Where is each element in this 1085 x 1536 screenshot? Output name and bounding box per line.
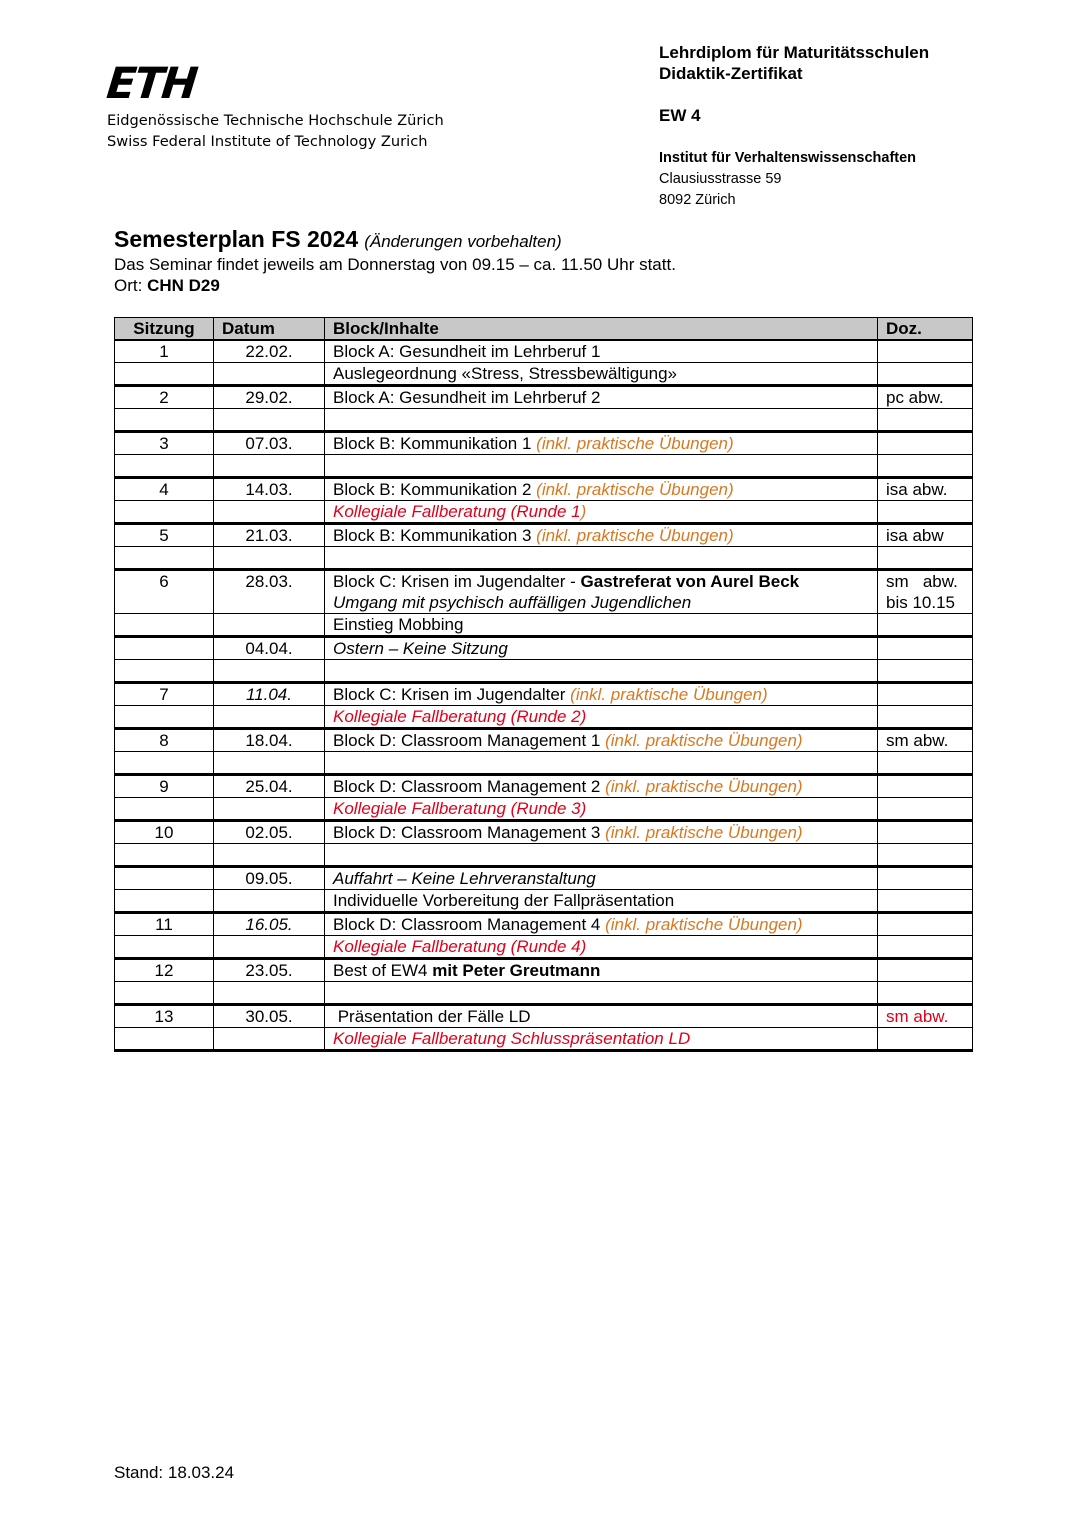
table-row [115, 867, 973, 890]
table-row [115, 524, 973, 547]
exercise-note: (inkl. praktische Übungen) [605, 731, 803, 750]
institute-name: Institut für Verhaltenswissenschaften [659, 150, 917, 166]
header-doz: Doz. [878, 318, 973, 341]
exercise-note: (inkl. praktische Übungen) [570, 685, 768, 704]
cell-block: Einstieg Mobbing [325, 614, 878, 637]
table-row [115, 386, 973, 409]
table-row [115, 455, 973, 478]
table-row [115, 501, 973, 524]
table-row [115, 959, 973, 982]
exercise-note: (inkl. praktische Übungen) [536, 434, 734, 453]
cell-block: Block D: Classroom Management 4 (inkl. praktische Übungen) [325, 913, 878, 936]
cell-block: Block C: Krisen im Jugendalter - Gastreferat von Aurel Beck Umgang mit psychisch auffälligen Jugendlichen [325, 570, 878, 614]
cell-sitzung: 7 [115, 683, 214, 706]
cell-sitzung: 11 [115, 913, 214, 936]
table-row [115, 798, 973, 821]
fallberatung-note: Kollegiale Fallberatung (Runde 3) [325, 798, 878, 821]
table-row [115, 637, 973, 660]
cell-block: Block D: Classroom Management 1 (inkl. praktische Übungen) [325, 729, 878, 752]
cell-doz [878, 340, 973, 363]
cell-datum: 25.04. [214, 775, 325, 798]
table-row [115, 1005, 973, 1028]
table-row [115, 729, 973, 752]
cell-datum: 21.03. [214, 524, 325, 547]
program-title: Lehrdiplom für Maturitätsschulen [659, 43, 930, 62]
cell-sitzung: 12 [115, 959, 214, 982]
fallberatung-note: Kollegiale Fallberatung (Runde 4) [325, 936, 878, 959]
cell-sitzung: 4 [115, 478, 214, 501]
table-row [115, 982, 973, 1005]
table-row [115, 913, 973, 936]
course-code: EW 4 [659, 106, 701, 125]
table-row [115, 432, 973, 455]
table-row [115, 936, 973, 959]
eth-logo [104, 59, 444, 152]
cell-datum: 04.04. [214, 637, 325, 660]
cell-datum: 07.03. [214, 432, 325, 455]
cell-sitzung: 10 [115, 821, 214, 844]
table-header-row [115, 318, 973, 341]
cell-sitzung: 5 [115, 524, 214, 547]
cell-block: Block A: Gesundheit im Lehrberuf 1 [325, 340, 878, 363]
guest-speaker: Gastreferat von Aurel Beck [580, 572, 800, 591]
cell-datum: 16.05. [214, 913, 325, 936]
table-row [115, 821, 973, 844]
cell-datum: 11.04. [214, 683, 325, 706]
cell-datum: 14.03. [214, 478, 325, 501]
guest-name: mit Peter Greutmann [432, 961, 601, 980]
plan-title: Semesterplan FS 2024 [114, 226, 359, 252]
intro-block [114, 226, 676, 296]
eth-wordmark: ETH [104, 59, 199, 109]
status-date: Stand: 18.03.24 [114, 1463, 235, 1482]
table-row [115, 706, 973, 729]
header-block: Block/Inhalte [325, 318, 878, 341]
location-value: CHN D29 [147, 276, 220, 295]
cell-block: Individuelle Vorbereitung der Fallpräsentation [325, 890, 878, 913]
table-row [115, 683, 973, 706]
cell-datum: 09.05. [214, 867, 325, 890]
exercise-note: (inkl. praktische Übungen) [605, 777, 803, 796]
cell-doz: isa abw [878, 524, 973, 547]
cell-sitzung: 3 [115, 432, 214, 455]
table-row [115, 890, 973, 913]
cell-block: Block D: Classroom Management 2 (inkl. praktische Übungen) [325, 775, 878, 798]
location-label: Ort: [114, 276, 148, 295]
seminar-time-text: Das Seminar findet jeweils am Donnerstag von 09.15 – ca. 11.50 Uhr statt. [114, 255, 676, 274]
table-row [115, 340, 973, 363]
fallberatung-note: Kollegiale Fallberatung (Runde 2) [325, 706, 878, 729]
department-block [659, 42, 929, 211]
fallberatung-note: Kollegiale Fallberatung Schlusspräsentation LD [325, 1028, 878, 1051]
cell-block: Block B: Kommunikation 2 (inkl. praktische Übungen) [325, 478, 878, 501]
table-row [115, 775, 973, 798]
logo-line-german: Eidgenössische Technische Hochschule Zürich [107, 112, 444, 129]
certificate-title: Didaktik-Zertifikat [659, 64, 803, 83]
cell-block: Kollegiale Fallberatung (Runde 1) [325, 501, 878, 524]
table-row [115, 660, 973, 683]
cell-block: Auslegeordnung «Stress, Stressbewältigung» [325, 363, 878, 386]
cell-datum: 02.05. [214, 821, 325, 844]
cell-doz: isa abw. [878, 478, 973, 501]
fallberatung-note: Kollegiale Fallberatung (Runde 1 [333, 502, 581, 521]
cell-block: Block A: Gesundheit im Lehrberuf 2 [325, 386, 878, 409]
table-row [115, 1028, 973, 1051]
cell-doz: sm abw. bis 10.15 [878, 570, 973, 614]
plan-title-note: (Änderungen vorbehalten) [364, 232, 562, 251]
cell-sitzung: 2 [115, 386, 214, 409]
cell-sitzung: 9 [115, 775, 214, 798]
table-row [115, 409, 973, 432]
cell-datum: 18.04. [214, 729, 325, 752]
cell-datum: 29.02. [214, 386, 325, 409]
table-row [115, 614, 973, 637]
institute-city: 8092 Zürich [659, 192, 736, 208]
table-row [115, 570, 973, 614]
cell-datum: 23.05. [214, 959, 325, 982]
cell-block: Block D: Classroom Management 3 (inkl. praktische Übungen) [325, 821, 878, 844]
cell-block: Präsentation der Fälle LD [325, 1005, 878, 1028]
cell-datum: 30.05. [214, 1005, 325, 1028]
exercise-note: (inkl. praktische Übungen) [536, 480, 734, 499]
header-datum: Datum [214, 318, 325, 341]
cell-block: Best of EW4 mit Peter Greutmann [325, 959, 878, 982]
header-sitzung: Sitzung [115, 318, 214, 341]
logo-line-english: Swiss Federal Institute of Technology Zurich [107, 133, 428, 150]
table-row [115, 844, 973, 867]
page-title [114, 226, 676, 253]
schedule-table [114, 317, 973, 1052]
cell-datum: 22.02. [214, 340, 325, 363]
cell-block: Block C: Krisen im Jugendalter (inkl. praktische Übungen) [325, 683, 878, 706]
table-row [115, 363, 973, 386]
exercise-note: (inkl. praktische Übungen) [605, 915, 803, 934]
cell-sitzung: 1 [115, 340, 214, 363]
cell-block: Ostern – Keine Sitzung [325, 637, 878, 660]
table-row [115, 547, 973, 570]
exercise-note: (inkl. praktische Übungen) [536, 526, 734, 545]
cell-block: Auffahrt – Keine Lehrveranstaltung [325, 867, 878, 890]
institute-street: Clausiusstrasse 59 [659, 171, 782, 187]
exercise-note: (inkl. praktische Übungen) [605, 823, 803, 842]
cell-doz: sm abw. [878, 1005, 973, 1028]
table-row [115, 478, 973, 501]
cell-datum: 28.03. [214, 570, 325, 614]
cell-sitzung: 6 [115, 570, 214, 614]
cell-block: Block B: Kommunikation 1 (inkl. praktische Übungen) [325, 432, 878, 455]
location-text [114, 275, 676, 296]
table-row [115, 752, 973, 775]
cell-sitzung: 13 [115, 1005, 214, 1028]
cell-block: Block B: Kommunikation 3 (inkl. praktische Übungen) [325, 524, 878, 547]
cell-doz: sm abw. [878, 729, 973, 752]
cell-doz: pc abw. [878, 386, 973, 409]
cell-sitzung: 8 [115, 729, 214, 752]
